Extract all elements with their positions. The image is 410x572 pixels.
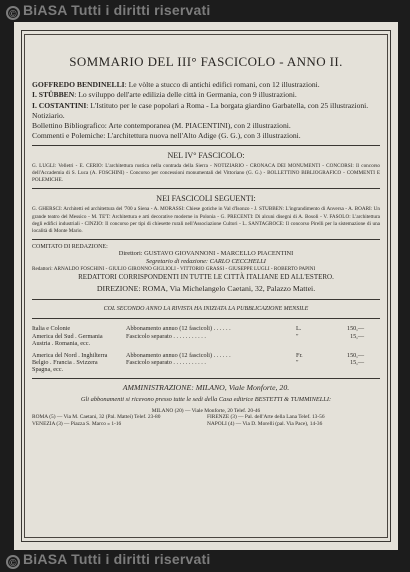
subscription-line: Fascicolo separato . . . . . . . . . . . bbox=[126, 359, 206, 367]
toc-text: Bollettino Bibliografico: Arte contemporanea (M. PIACENTINI), con 2 illustrazioni. bbox=[32, 121, 291, 131]
document-page bbox=[14, 22, 398, 550]
bookshop-address: FIRENZE (3) — Pal. dell'Arte della Lana Telef. 13-56 bbox=[207, 414, 325, 421]
administration-address: AMMINISTRAZIONE: MILANO, Viale Monforte, 20. bbox=[122, 382, 290, 392]
toc-author: I. COSTANTINI bbox=[32, 100, 87, 110]
committee-editors: Redattori: ARNALDO FOSCHINI - GIULIO GIRONNO GIGLIOLI - VITTORIO GRASSI - GIUSEPPE LUGLI - ROBERTO PAPINI bbox=[32, 266, 316, 273]
page-title: SOMMARIO DEL III° FASCICOLO - ANNO II. bbox=[69, 54, 343, 69]
currency-label: " bbox=[296, 332, 299, 340]
subscription-lines bbox=[126, 352, 296, 374]
currency-label: L. bbox=[296, 325, 302, 333]
divider bbox=[32, 378, 380, 379]
bookshops-list bbox=[32, 408, 380, 428]
table-of-contents bbox=[32, 80, 380, 141]
toc-entry bbox=[32, 131, 380, 140]
divider bbox=[32, 145, 380, 146]
watermark-text: BiASA Tutti i diritti riservati bbox=[23, 2, 211, 18]
toc-text: Commenti e Polemiche: L'architettura nuova nell'Alto Adige (G. G.), con 3 illustrazioni. bbox=[32, 131, 301, 141]
bookshop-address: VENEZIA (3) — Piazza S. Marco » 1-16 bbox=[32, 421, 122, 428]
price: 150,— bbox=[346, 325, 364, 333]
bookshop-row bbox=[32, 421, 380, 428]
toc-entry bbox=[32, 80, 380, 89]
price: 150,— bbox=[346, 352, 364, 360]
subscription-row bbox=[32, 325, 380, 347]
toc-text: : L'Istituto per le case popolari a Roma - La borgata giardino Garbatella, con 25 illustrazioni. bbox=[86, 100, 369, 110]
region-line: Austria . Romania, ecc. bbox=[32, 339, 91, 347]
subscription-row bbox=[32, 352, 380, 374]
price: 15,— bbox=[350, 332, 364, 340]
subscription-currency bbox=[296, 325, 324, 347]
copyright-icon: © bbox=[6, 6, 20, 20]
price: 15,— bbox=[350, 359, 364, 367]
watermark-text: BiASA Tutti i diritti riservati bbox=[23, 551, 211, 567]
copyright-icon: © bbox=[6, 555, 20, 569]
toc-text: : Lo sviluppo dell'arte edilizia delle città in Germania, con 9 illustrazioni. bbox=[74, 90, 297, 100]
divider bbox=[32, 239, 380, 240]
subscription-prices bbox=[324, 352, 364, 374]
committee-heading: COMITATO DI REDAZIONE: bbox=[32, 244, 108, 251]
direction-address: DIREZIONE: ROMA, Via Michelangelo Caetani, 32, Palazzo Mattei. bbox=[96, 284, 316, 294]
watermark-top bbox=[6, 2, 210, 20]
subscription-regions bbox=[32, 325, 120, 347]
divider bbox=[32, 299, 380, 300]
subscription-line: Fascicolo separato . . . . . . . . . . . bbox=[126, 332, 206, 340]
committee-secretary: Segretario di redazione: CARLO CECCHELLI bbox=[146, 258, 266, 266]
currency-label: " bbox=[296, 359, 299, 367]
subscription-regions bbox=[32, 352, 120, 374]
following-issues-heading: NEI FASCICOLI SEGUENTI: bbox=[156, 194, 256, 204]
bookshop-address: NAPOLI (4) — Via D. Morelli (pal. Via Pace), 14-36 bbox=[207, 421, 323, 428]
next-issue-heading: NEL IV° FASCICOLO: bbox=[167, 150, 245, 160]
bookshops-intro: Gli abbonamenti si ricevono presso tutte le sedi della Casa editrice BESTETTI & TUMMINELLI: bbox=[80, 395, 332, 403]
region-line: Belgio . Francia . Svizzera bbox=[32, 359, 98, 367]
toc-entry bbox=[32, 121, 380, 130]
toc-author: GOFFREDO BENDINELLI bbox=[32, 80, 125, 89]
page-content bbox=[32, 54, 380, 428]
toc-author: I. STÜBBEN bbox=[32, 90, 75, 100]
bookshop-address: ROMA (5) — Via M. Caetani, 32 (Pal. Mattei) Telef. 23-80 bbox=[32, 414, 161, 421]
subscription-currency bbox=[296, 352, 324, 374]
divider bbox=[32, 318, 380, 319]
subscription-line: Abbonamento annuo (12 fascicoli) . . . . . . bbox=[126, 325, 231, 333]
toc-text: Notiziario. bbox=[32, 110, 65, 120]
watermark-bottom bbox=[6, 551, 210, 569]
currency-label: Fr. bbox=[296, 352, 303, 360]
committee-directors: Direttori: GUSTAVO GIOVANNONI - MARCELLO PIACENTINI bbox=[118, 250, 294, 258]
toc-entry bbox=[32, 90, 380, 99]
region-line: Italia e Colonie bbox=[32, 325, 71, 333]
toc-entry bbox=[32, 111, 380, 120]
region-line: Spagna, ecc. bbox=[32, 366, 64, 374]
next-issue-text: G. LUGLI: Velletri - E. CERIO: L'architettura rustica nella contrada della Sierra - NOTIZIARIO - CRONACA DEI MONUMENTI - CONCORSI: Il concorso dell'Accademia di S. Luca (A. FOSCHINI) - Concorso per concessioni monumentali del Vittoriano (G. G.) - BOLLETTINO BIBLIOGRAFICO - COMMENTI E POLEMICHE. bbox=[32, 162, 380, 184]
toc-text: : Le vòlte a stucco di antichi edifici romani, con 12 illustrazioni. bbox=[124, 80, 320, 89]
following-issues-text: G. GHERSCI: Architetti ed architettura del '700 a Siena - A. MORASSI: Chiese gotiche in Val d'Isonzo - J. STUBBEN: L'ingrandimento di Anversa - A. BOARI: Un grande teatro del Messico - M. TE'T: Architettura e arti decorative moderne in Polonia - G. PRECENTI: Di alcuni disegni di A. Bosoli - V. FASOLO: L'architettura degli edifici industriali - CINZIO: Il concorso per tipi di chiesette rurali nell'Associazione Cultori - L. SANTAGROCE: Il concorso Pirelli per la sistemazione di una località di Monte Mario. bbox=[32, 206, 380, 234]
toc-entry bbox=[32, 101, 380, 110]
divider bbox=[32, 188, 380, 189]
monthly-notice: COL SECONDO ANNO LA RIVISTA HA INIZIATA LA PUBBLICAZIONE MENSILE bbox=[103, 306, 309, 313]
region-line: America del Sud . Germania bbox=[32, 332, 103, 340]
subscription-prices bbox=[324, 325, 364, 347]
bookshop-milano: MILANO (20) — Viale Monforte, 20 Telef. 20-46 bbox=[151, 407, 261, 414]
region-line: America del Nord . Inghilterra bbox=[32, 352, 108, 360]
subscription-lines bbox=[126, 325, 296, 347]
subscription-line: Abbonamento annuo (12 fascicoli) . . . . . . bbox=[126, 352, 231, 360]
correspondents-line: REDATTORI CORRISPONDENTI IN TUTTE LE CITTÀ ITALIANE ED ALL'ESTERO. bbox=[78, 273, 334, 282]
